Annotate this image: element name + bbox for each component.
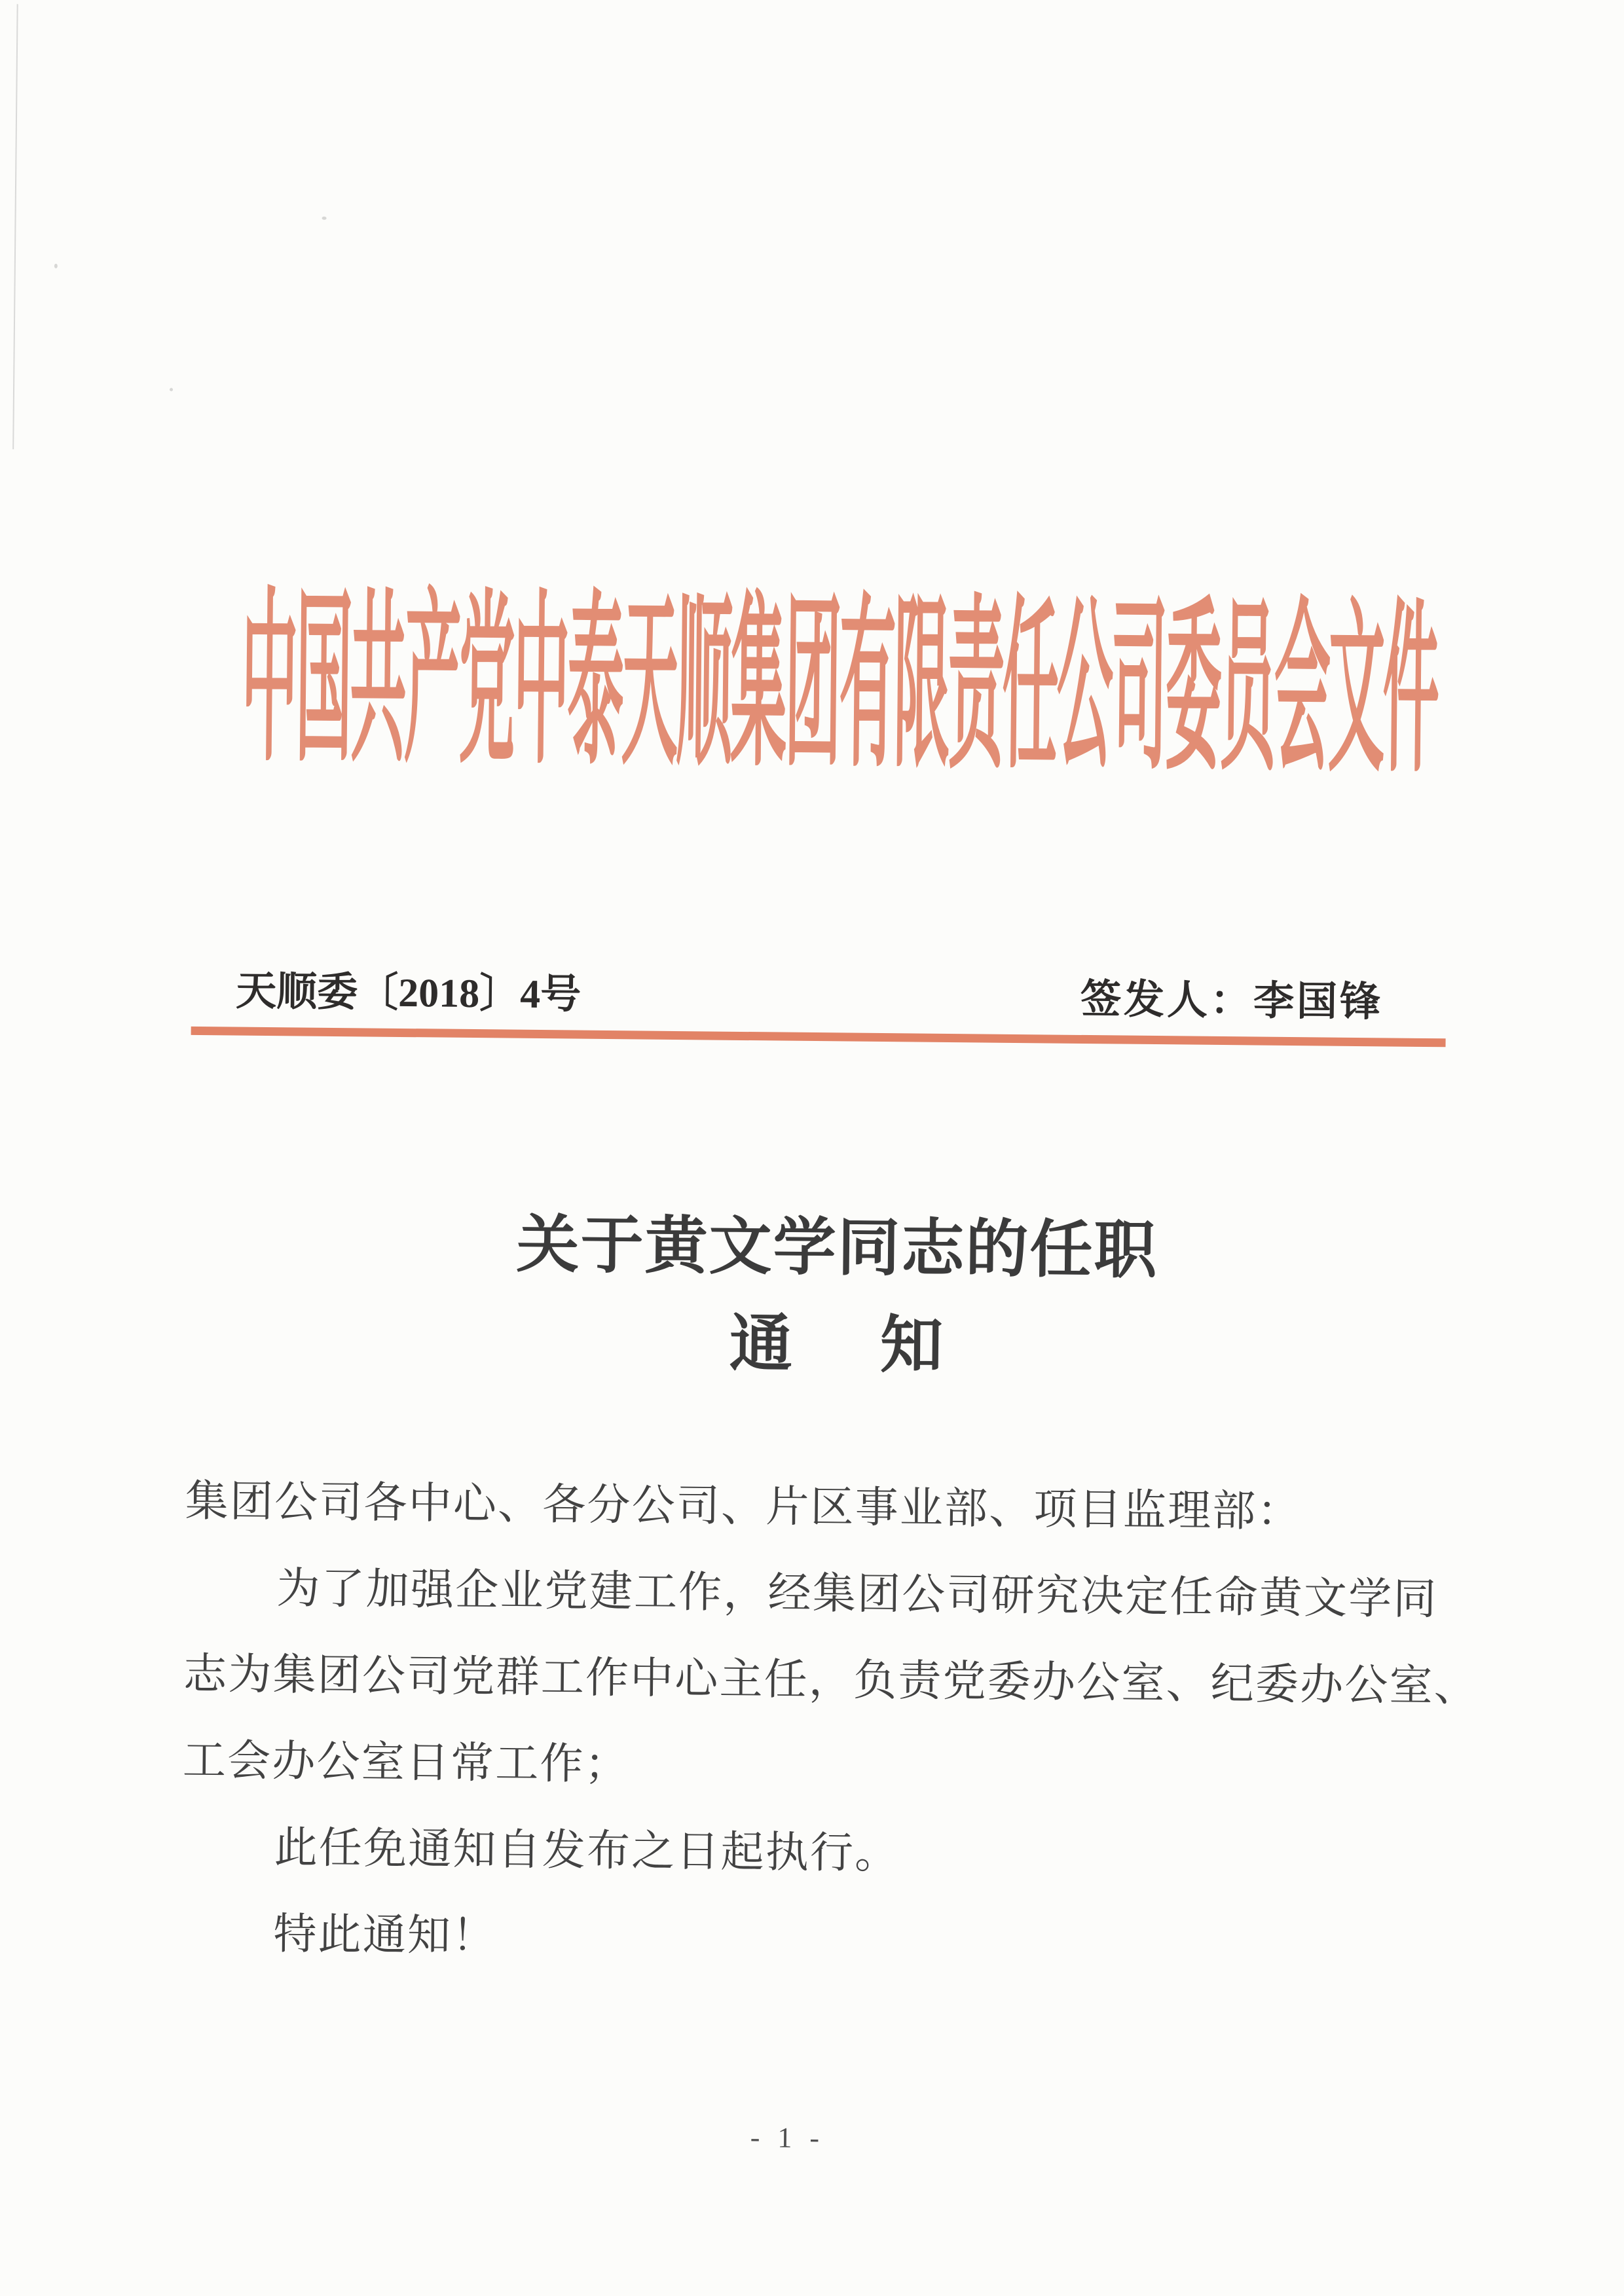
scan-speck bbox=[170, 388, 173, 392]
document-title-line1: 关于黄文学同志的任职 bbox=[516, 1209, 1158, 1286]
issuer bbox=[1080, 977, 1384, 1025]
body-line: 为了加强企业党建工作，经集团公司研究决定任命黄文学同 bbox=[276, 1565, 1438, 1624]
body-line: 工会办公室日常工作； bbox=[182, 1736, 630, 1789]
document-number-row bbox=[236, 969, 1384, 1026]
salutation-line: 集团公司各中心、各分公司、片区事业部、项目监理部： bbox=[185, 1477, 1302, 1537]
scanner-edge-artifact bbox=[12, 4, 18, 449]
body-line: 特此通知！ bbox=[273, 1910, 497, 1961]
red-separator-line bbox=[191, 1027, 1446, 1047]
scan-speck bbox=[322, 217, 327, 220]
document-title-line2: 通 知 bbox=[729, 1308, 944, 1381]
issuer-label: 签发人： bbox=[1080, 977, 1254, 1024]
document-number: 天顺委〔2018〕4号 bbox=[235, 969, 581, 1017]
issuer-name: 李国锋 bbox=[1253, 979, 1384, 1025]
body-line: 志为集团公司党群工作中心主任，负责党委办公室、纪委办公室、 bbox=[183, 1650, 1479, 1711]
party-committee-letterhead: 中国共产党中泰天顺集团有限责任公司委员会文件 bbox=[240, 576, 1439, 795]
body-line: 此任免通知自发布之日起执行。 bbox=[274, 1824, 900, 1878]
scan-speck bbox=[54, 264, 58, 268]
document-body bbox=[181, 1459, 1479, 1989]
page-number: - 1 - bbox=[750, 2121, 825, 2155]
